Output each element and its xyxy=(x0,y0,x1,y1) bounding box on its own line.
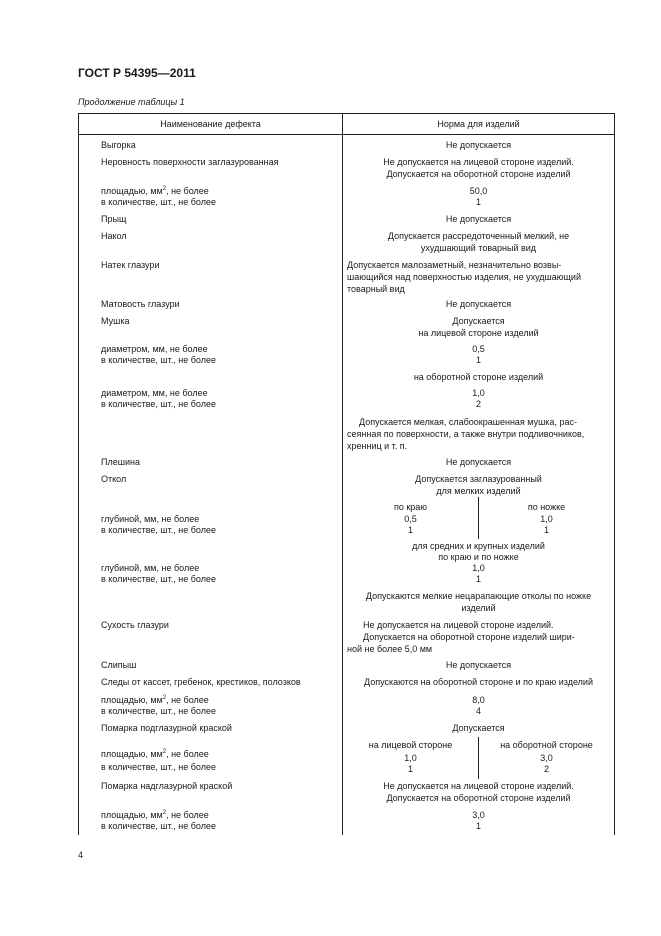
norm-value: 1 xyxy=(475,197,481,207)
norm-value: 1 xyxy=(407,764,413,774)
param-text: площадью, мм xyxy=(101,695,163,705)
norm-value: 1 xyxy=(407,525,413,535)
norm-value: 1,0 xyxy=(404,753,417,763)
param-text: , не более xyxy=(166,810,209,820)
norm-text: Допускается мелкая, слабоокрашенная мушка, рас- xyxy=(359,417,577,427)
defect-name: Матовость глазури xyxy=(101,299,180,309)
norm-text: Допускается малозаметный, незначительно возвы- xyxy=(347,260,562,270)
norm-value: 1 xyxy=(475,355,481,365)
defect-param: глубиной, мм, не более xyxy=(101,563,200,573)
norm-value: 1,0 xyxy=(472,388,485,398)
defect-param: в количестве, шт., не более xyxy=(101,525,216,535)
defect-name: Помарка подглазурной краской xyxy=(101,723,232,733)
norm-text: изделий xyxy=(461,603,496,613)
defect-param: в количестве, шт., не более xyxy=(101,762,216,772)
defect-name: Следы от кассет, гребенок, крестиков, полозков xyxy=(101,677,301,687)
defect-param: диаметром, мм, не более xyxy=(101,344,208,354)
table-header-divider xyxy=(78,134,615,135)
norm-subcol-header: по краю xyxy=(393,502,428,512)
defect-name: Откол xyxy=(101,474,127,484)
param-text: площадью, мм xyxy=(101,810,163,820)
defect-name: Помарка надглазурной краской xyxy=(101,781,233,791)
norm-text: Допускается рассредоточенный мелкий, не xyxy=(387,231,570,241)
norm-text: Допускается xyxy=(452,316,505,326)
norm-value: 8,0 xyxy=(472,695,485,705)
norm-value: 0,5 xyxy=(472,344,485,354)
norm-text: Допускается на оборотной стороне изделий xyxy=(386,169,571,179)
defect-param: в количестве, шт., не более xyxy=(101,706,216,716)
defect-param: диаметром, мм, не более xyxy=(101,388,208,398)
param-superscript: 2 xyxy=(162,749,167,755)
document-code: ГОСТ Р 54395—2011 xyxy=(78,66,196,80)
norm-value: 2 xyxy=(475,399,481,409)
defect-name: Слипыш xyxy=(101,660,137,670)
defect-name: Плешина xyxy=(101,457,140,467)
defect-param xyxy=(101,695,209,706)
defect-param: в количестве, шт., не более xyxy=(101,821,216,831)
defect-param: в количестве, шт., не более xyxy=(101,399,216,409)
defect-param xyxy=(101,810,209,821)
norm-text: Не допускается xyxy=(445,214,512,224)
table-continuation-label: Продолжение таблицы 1 xyxy=(78,97,185,107)
param-text: , не более xyxy=(166,749,209,759)
norm-text: Допускаются мелкие нецарапающие отколы по ножке xyxy=(365,591,592,601)
defect-name: Натек глазури xyxy=(101,260,160,270)
norm-text: Допускается xyxy=(452,723,505,733)
norm-text: на оборотной стороне изделий xyxy=(413,372,544,382)
norm-value: 3,0 xyxy=(472,810,485,820)
defect-param xyxy=(101,749,209,760)
param-text: площадью, мм xyxy=(101,186,163,196)
norm-value: 0,5 xyxy=(404,514,417,524)
norm-value: 1 xyxy=(475,821,481,831)
norm-text: Не допускается на лицевой стороне изделий. xyxy=(363,620,554,630)
norm-text: Допускается заглазурованный xyxy=(415,474,542,484)
defect-name: Прыщ xyxy=(101,214,127,224)
norm-text: Не допускается на лицевой стороне изделий. xyxy=(383,781,574,791)
norm-value: 1,0 xyxy=(472,563,485,573)
defect-name: Сухость глазури xyxy=(101,620,169,630)
table-left-border xyxy=(78,113,79,835)
norm-text: шающийся над поверхностью изделия, не ухудшающий xyxy=(347,272,581,282)
table-right-border xyxy=(614,113,615,835)
norm-text: по краю и по ножке xyxy=(438,552,519,562)
table-top-border xyxy=(78,113,615,114)
norm-subcol-header: на оборотной стороне xyxy=(500,740,593,750)
norm-subcol-header: по ножке xyxy=(527,502,566,512)
norm-value: 3,0 xyxy=(540,753,553,763)
param-superscript: 2 xyxy=(162,695,167,701)
defect-param: в количестве, шт., не более xyxy=(101,197,216,207)
norm-text: ной не более 5,0 мм xyxy=(347,644,433,654)
norm-text: для средних и крупных изделий xyxy=(412,541,545,551)
param-text: , не более xyxy=(166,186,209,196)
param-superscript: 2 xyxy=(162,810,167,816)
param-text: площадью, мм xyxy=(101,749,163,759)
defect-name: Мушка xyxy=(101,316,130,326)
param-text: , не более xyxy=(166,695,209,705)
defect-name: Выгорка xyxy=(101,140,136,150)
norm-text: Не допускается xyxy=(445,140,512,150)
norm-text: на лицевой стороне изделий xyxy=(418,328,539,338)
norm-text: ухудшающий товарный вид xyxy=(420,243,537,253)
norm-value: 1 xyxy=(475,574,481,584)
norm-value: 1,0 xyxy=(540,514,553,524)
norm-text: Не допускается xyxy=(445,457,512,467)
norm-text: для мелких изделий xyxy=(436,486,521,496)
norm-value: 1 xyxy=(543,525,549,535)
norm-text: товарный вид xyxy=(347,284,405,294)
defect-param: глубиной, мм, не более xyxy=(101,514,200,524)
defect-param xyxy=(101,186,209,197)
column-header-norm: Норма для изделий xyxy=(437,119,520,129)
norm-subcol-header: на лицевой стороне xyxy=(368,740,453,750)
norm-text: Допускаются на оборотной стороне и по краю изделий xyxy=(364,677,593,687)
norm-value: 50,0 xyxy=(469,186,488,196)
defect-param: в количестве, шт., не более xyxy=(101,355,216,365)
norm-text: Допускается на оборотной стороне изделий xyxy=(386,793,571,803)
norm-value: 2 xyxy=(543,764,549,774)
defect-name: Неровность поверхности заглазурованная xyxy=(101,157,279,167)
norm-text: Не допускается xyxy=(445,660,512,670)
norm-text: Не допускается на лицевой стороне изделий. xyxy=(383,157,574,167)
norm-value: 4 xyxy=(475,706,481,716)
defect-name: Накол xyxy=(101,231,127,241)
norm-text: хренниц и т. п. xyxy=(347,441,408,451)
norm-text: Допускается на оборотной стороне изделий шири- xyxy=(363,632,575,642)
column-header-defect: Наименование дефекта xyxy=(160,119,261,129)
param-superscript: 2 xyxy=(162,186,167,192)
defect-param: в количестве, шт., не более xyxy=(101,574,216,584)
page-number: 4 xyxy=(78,850,84,860)
norm-text: сеянная по поверхности, а также внутри подливочников, xyxy=(347,429,585,439)
norm-text: Не допускается xyxy=(445,299,512,309)
